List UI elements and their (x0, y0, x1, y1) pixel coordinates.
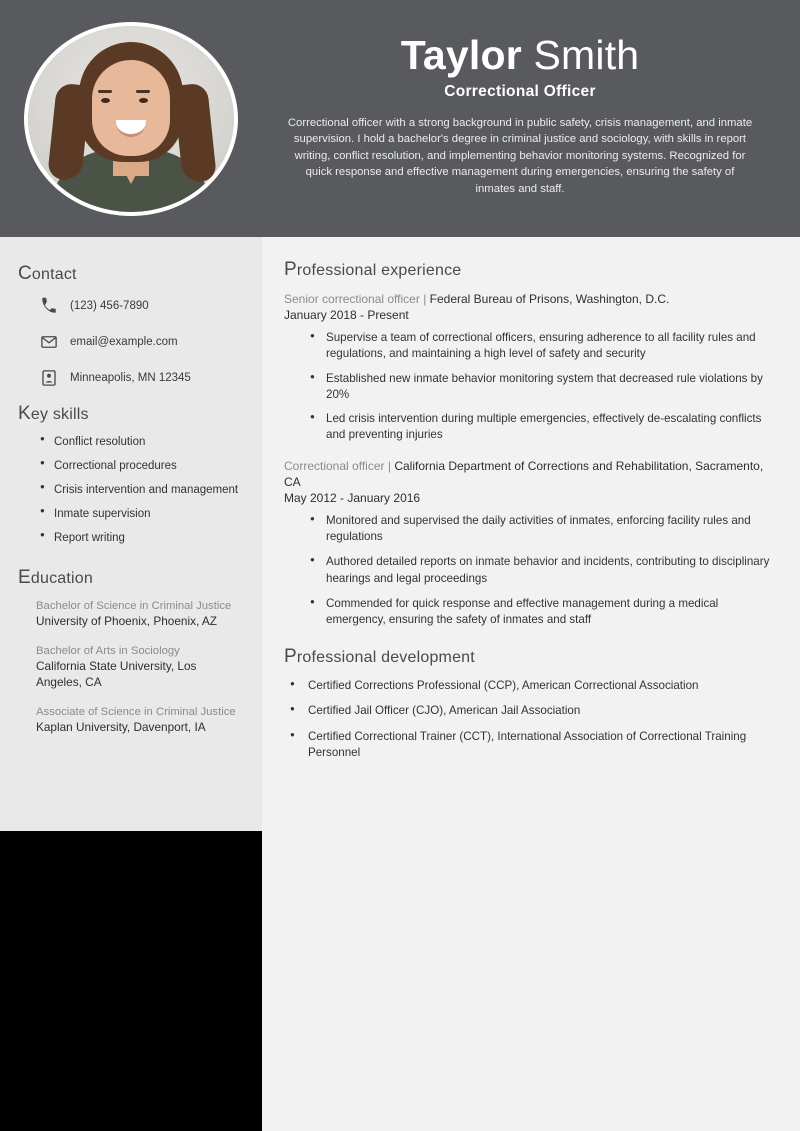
education-school: California State University, Los Angeles, CA (36, 659, 197, 690)
contact-heading-rest: ontact (31, 266, 77, 283)
first-name: Taylor (400, 32, 522, 78)
education-degree: Bachelor of Arts in Sociology (36, 644, 180, 657)
experience-dates: January 2018 - Present (284, 308, 409, 323)
skills-heading-rest: ey skills (30, 406, 89, 423)
education-school: Kaplan University, Davenport, IA (36, 720, 206, 735)
education-heading-rest: ducation (30, 569, 93, 587)
section-heading-professional-experience (284, 259, 778, 281)
contact-item-email (18, 331, 244, 353)
contact-list (18, 295, 244, 389)
list-item: ● Authored detailed reports on inmate behavior and incidents, contributing to disciplinary hearings and legal proceedings (310, 554, 778, 586)
experience-company: Federal Bureau of Prisons, Washington, D.C. (429, 292, 670, 306)
development-heading-cap: P (284, 646, 297, 668)
sidebar (0, 237, 262, 831)
list-item: ● Certified Correctional Trainer (CCT), International Association of Correctional Training Personnel (290, 729, 778, 761)
avatar-image (28, 26, 234, 212)
professional-development-list (284, 678, 778, 761)
phone-icon (38, 295, 60, 317)
list-item: ● Inmate supervision (40, 507, 244, 522)
experience-header (284, 291, 778, 307)
education-entry (18, 644, 244, 691)
education-degree: Bachelor of Science in Criminal Justice (36, 599, 232, 612)
education-school: University of Phoenix, Phoenix, AZ (36, 613, 217, 628)
section-heading-contact (18, 263, 244, 285)
list-item: ● Conflict resolution (40, 435, 244, 450)
job-title: Correctional Officer (444, 83, 596, 101)
experience-header (284, 458, 778, 490)
contact-item-phone (18, 295, 244, 317)
skills-heading-cap: K (18, 403, 31, 424)
development-heading-rest: rofessional development (296, 649, 475, 667)
list-item: ● Supervise a team of correctional officers, ensuring adherence to all facility rules and regulations, and maintaining a high level of safety and security (310, 330, 778, 362)
contact-item-location (18, 367, 244, 389)
section-heading-education (18, 567, 244, 589)
list-item: ● Led crisis intervention during multiple emergencies, effectively de-escalating conflicts and preventing injuries (310, 411, 778, 443)
location-icon (38, 367, 60, 389)
section-heading-key-skills (18, 403, 244, 425)
list-item: ● Certified Jail Officer (CJO), American Jail Association (290, 703, 778, 719)
list-item: ● Certified Corrections Professional (CCP), American Correctional Association (290, 678, 778, 694)
education-entry (18, 705, 244, 736)
experience-entry (284, 458, 778, 629)
contact-email-value: email@example.com (70, 336, 178, 348)
education-heading-cap: E (18, 566, 31, 588)
education-entry (18, 599, 244, 630)
experience-separator: | (423, 292, 427, 306)
sidebar-footer-block (0, 831, 262, 1131)
key-skills-list (18, 435, 244, 546)
experience-separator: | (387, 458, 391, 473)
professional-summary: Correctional officer with a strong background in public safety, crisis management, and inmate supervision. I hold a bachelor's degree in criminal justice and sociology, with skills in report writing, conflict resolution, and implementing behavior monitoring systems. Recognized for quick response and effective management during emergencies, ensuring the safety of inmates and staff. (287, 117, 753, 195)
experience-role: Senior correctional officer (284, 292, 420, 306)
list-item: ● Crisis intervention and management (40, 483, 244, 498)
list-item: ● Commended for quick response and effective management during a medical emergency, ensuring the safety of inmates and staff (310, 596, 778, 628)
list-item: ● Report writing (40, 531, 244, 546)
contact-phone-value: (123) 456-7890 (70, 300, 149, 312)
header-text-area (262, 0, 800, 197)
experience-heading-rest: rofessional experience (296, 262, 462, 279)
avatar (24, 22, 238, 216)
experience-company: California Department of Corrections and Rehabilitation, Sacramento, CA (284, 458, 764, 489)
header-photo-area (0, 0, 262, 237)
section-heading-professional-development (284, 646, 778, 668)
contact-location-value: Minneapolis, MN 12345 (70, 372, 191, 384)
experience-heading-cap: P (284, 259, 297, 280)
email-icon (38, 331, 60, 353)
education-degree: Associate of Science in Criminal Justice (36, 705, 236, 718)
last-name: Smith (533, 32, 640, 78)
spacer (18, 555, 244, 567)
resume-header (0, 0, 800, 237)
portrait-brow-left (98, 90, 112, 93)
experience-bullets (284, 513, 778, 628)
list-item: ● Established new inmate behavior monitoring system that decreased rule violations by 20% (310, 371, 778, 403)
contact-heading-cap: C (18, 263, 32, 284)
portrait-face (92, 60, 170, 156)
main-content (262, 237, 800, 1131)
experience-dates: May 2012 - January 2016 (284, 490, 421, 505)
portrait-eye-right (139, 98, 148, 103)
portrait-brow-right (136, 90, 150, 93)
portrait-eye-left (101, 98, 110, 103)
list-item: ● Correctional procedures (40, 459, 244, 474)
page-title (262, 34, 778, 77)
experience-entry (284, 291, 778, 444)
experience-bullets (284, 330, 778, 443)
list-item: ● Monitored and supervised the daily activities of inmates, enforcing facility rules and regulations (310, 513, 778, 545)
experience-role: Correctional officer (284, 458, 385, 473)
